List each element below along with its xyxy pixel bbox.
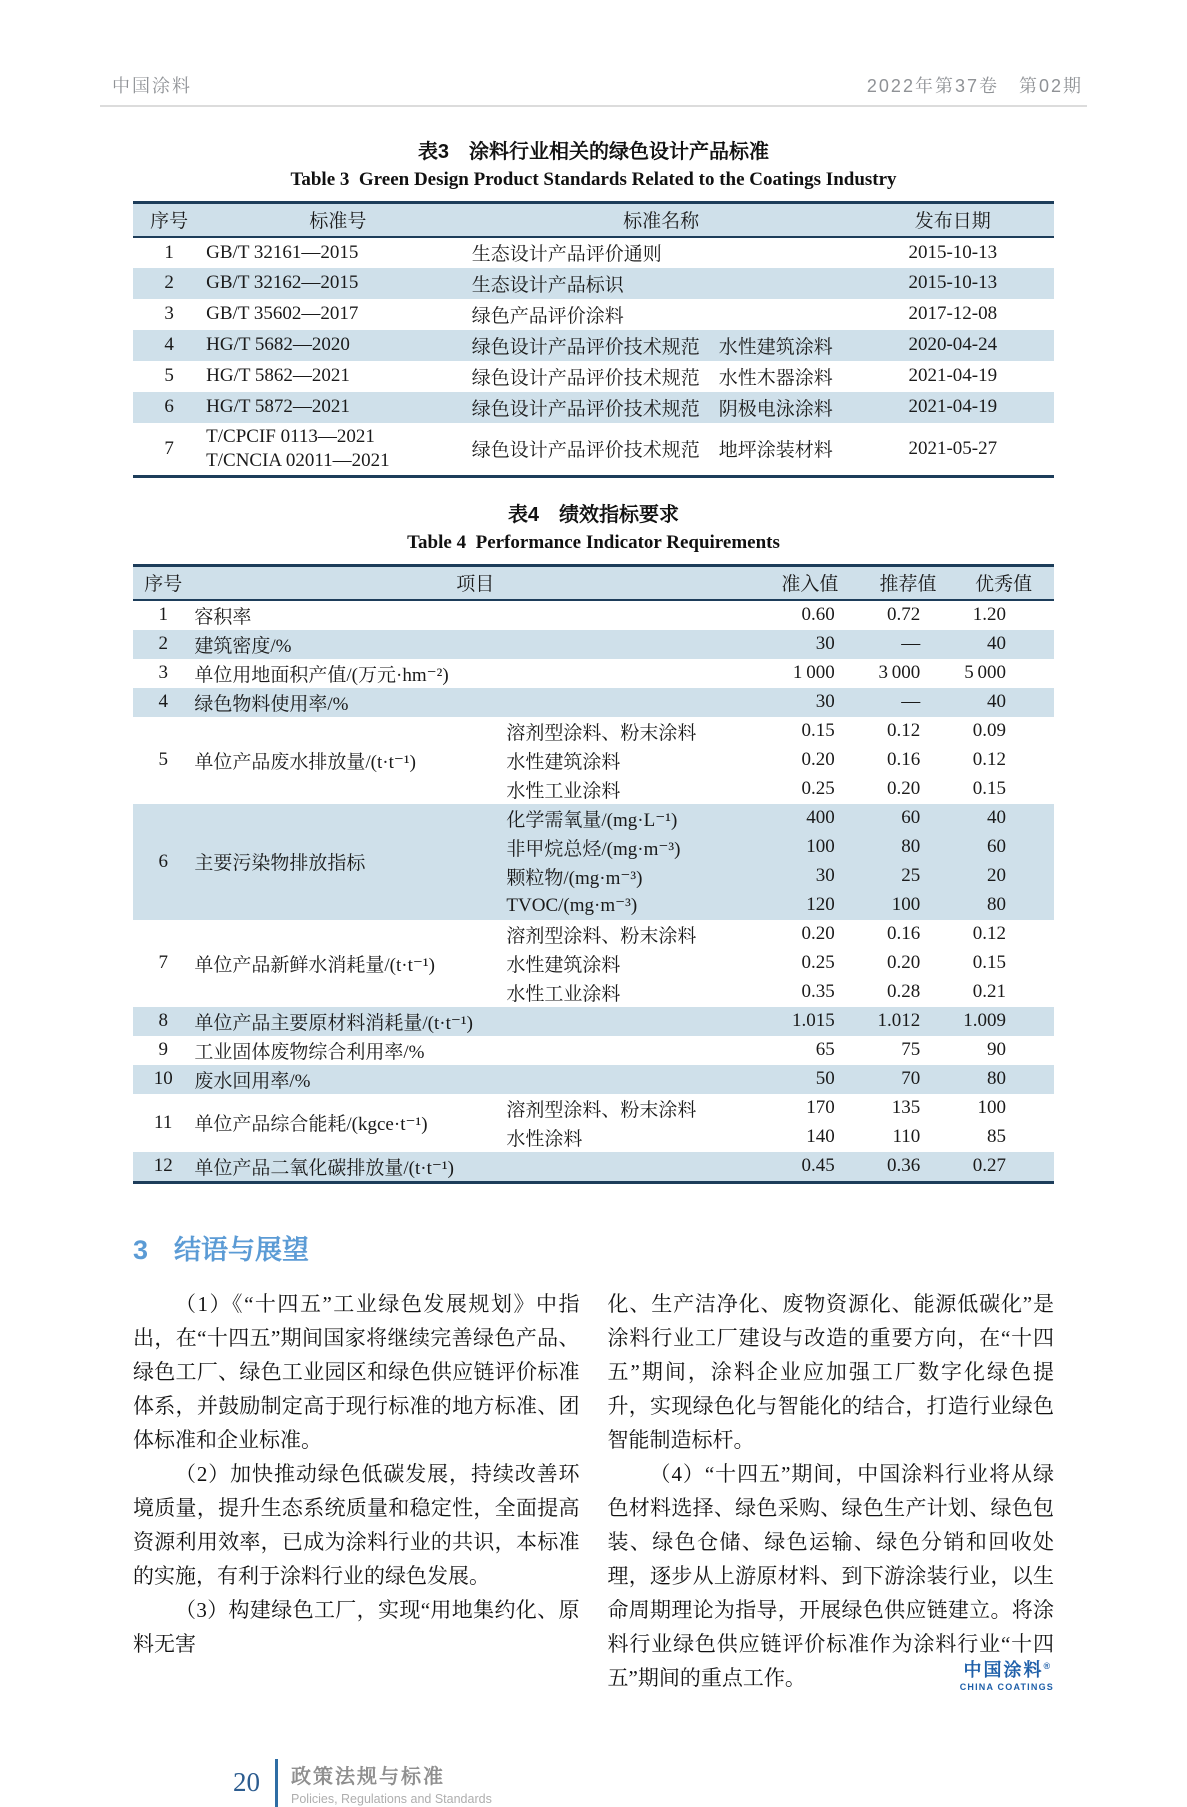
cell-no: 1 xyxy=(164,241,174,263)
standard-name-type: 水性建筑涂料 xyxy=(718,336,833,358)
cell-recommended-value: 75 xyxy=(901,1039,921,1060)
cell-entry-value: 0.25 xyxy=(801,778,835,799)
cell-no: 4 xyxy=(164,334,174,355)
cell-excellent-value: 0.15 xyxy=(972,778,1006,799)
footer-title-en: Policies, Regulations and Standards xyxy=(291,1791,492,1806)
cell-no: 6 xyxy=(158,850,168,872)
footer-section-title xyxy=(291,1760,492,1806)
two-column-text xyxy=(133,1287,1054,1695)
cell-date: 2020-04-24 xyxy=(908,334,998,355)
section-number: 3 xyxy=(133,1234,149,1265)
table-header-row xyxy=(133,203,1054,237)
table-row xyxy=(133,1065,1054,1094)
standard-name: 生态设计产品标识 xyxy=(471,274,624,296)
table-row xyxy=(133,330,1054,361)
right-column xyxy=(608,1287,1055,1695)
footer-divider-bar xyxy=(275,1759,278,1807)
table-row xyxy=(133,237,1054,268)
cell-recommended-value: 25 xyxy=(901,865,921,886)
col-header-entry: 准入值 xyxy=(757,566,863,600)
cell-excellent-value: 80 xyxy=(987,894,1006,915)
cell-entry-value: 50 xyxy=(815,1068,835,1089)
cell-entry-value: 30 xyxy=(815,865,835,886)
header-rule xyxy=(100,105,1087,107)
cell-date: 2021-05-27 xyxy=(908,437,998,459)
standard-name: 绿色设计产品评价技术规范 xyxy=(471,367,700,389)
paragraph: （3）构建绿色工厂，实现“用地集约化、原料无害 xyxy=(133,1597,580,1656)
cell-date: 2017-12-08 xyxy=(908,303,998,324)
cell-subitem: 水性建筑涂料 xyxy=(506,751,621,773)
paragraph: （4）“十四五”期间，中国涂料行业将从绿色材料选择、绿色采购、绿色生产计划、绿色包装、绿色仓储、绿色运输、绿色分销和回收处理，逐步从上游原材料、到下游涂装行业，以生命周期理论为指导，开展绿色供应链建立。将涂料行业绿色供应链评价标准作为涂料行业“十四五”期间的重点工作。 xyxy=(607,1461,1054,1690)
cell-entry-value: 0.35 xyxy=(801,981,835,1002)
cell-no: 1 xyxy=(158,604,168,625)
standard-name-type: 水性木器涂料 xyxy=(718,367,833,389)
cell-entry-value: 120 xyxy=(806,894,835,915)
col-header-no: 序号 xyxy=(133,203,205,237)
cell-recommended-value: 100 xyxy=(891,894,921,915)
footer-title-zh: 政策法规与标准 xyxy=(291,1765,445,1788)
left-column xyxy=(133,1287,580,1695)
cell-entry-value: 30 xyxy=(815,633,835,654)
cell-no: 3 xyxy=(158,662,168,683)
cell-excellent-value: 0.21 xyxy=(972,981,1006,1002)
cell-recommended-value: 3 000 xyxy=(878,662,921,683)
table-row xyxy=(133,423,1054,477)
cell-name xyxy=(471,330,852,361)
cell-recommended-value: 0.36 xyxy=(887,1155,921,1176)
standard-name-type: 阴极电泳涂料 xyxy=(718,398,833,420)
cell-recommended-value: 135 xyxy=(891,1097,921,1118)
cell-item: 建筑密度/% xyxy=(194,635,292,657)
page-footer xyxy=(233,1759,1087,1807)
col-header-code: 标准号 xyxy=(205,203,471,237)
standard-code-line2: T/CNCIA 02011—2021 xyxy=(206,449,390,471)
cell-no: 12 xyxy=(153,1155,173,1176)
paragraph: 化、生产洁净化、废物资源化、能源低碳化”是涂料行业工厂建设与改造的重要方向，在“十四五”期间，涂料企业应加强工厂数字化绿色提升，实现绿色化与智能化的结合，打造行业绿色智能制造标杆。 xyxy=(607,1291,1054,1452)
table3-green-design-standards xyxy=(133,201,1054,478)
table3-caption-en: Table 3 Green Design Product Standards Related to the Coatings Industry xyxy=(290,169,897,190)
standard-code-line1: T/CPCIF 0113—2021 xyxy=(206,425,375,447)
journal-name: 中国涂料 xyxy=(112,76,192,96)
cell-date: 2021-04-19 xyxy=(908,396,998,417)
cell-excellent-value: 0.12 xyxy=(972,923,1006,944)
cell-date: 2021-04-19 xyxy=(908,365,998,386)
cell-item: 容积率 xyxy=(194,606,252,628)
cell-subitem: 溶剂型涂料、粉末涂料 xyxy=(506,925,697,947)
col-header-item: 项目 xyxy=(193,566,757,600)
cell-no: 4 xyxy=(158,691,168,712)
cell-item: 单位用地面积产值/(万元·hm⁻²) xyxy=(194,664,449,686)
table4-caption xyxy=(133,498,1054,554)
cell-excellent-value: 0.27 xyxy=(972,1155,1006,1176)
section-heading xyxy=(133,1228,1054,1267)
cell-subitem: 溶剂型涂料、粉末涂料 xyxy=(506,1099,697,1121)
cell-subitem: 非甲烷总烃/(mg·m⁻³) xyxy=(506,838,681,860)
table-row xyxy=(133,1036,1054,1065)
cell-code xyxy=(205,423,471,477)
cell-no: 8 xyxy=(158,1010,168,1031)
cell-excellent-value: 90 xyxy=(987,1039,1006,1060)
running-head xyxy=(100,72,1087,98)
cell-entry-value: 65 xyxy=(815,1039,835,1060)
cell-subitem: 化学需氧量/(mg·L⁻¹) xyxy=(506,809,678,831)
cell-excellent-value: 40 xyxy=(987,633,1006,654)
cell-entry-value: 1.015 xyxy=(791,1010,835,1031)
cell-entry-value: 170 xyxy=(806,1097,835,1118)
cell-excellent-value: 0.09 xyxy=(972,720,1006,741)
cell-no: 7 xyxy=(158,952,168,973)
cell-entry-value: 0.20 xyxy=(801,923,835,944)
cell-subitem: 水性涂料 xyxy=(506,1128,583,1150)
table3-caption xyxy=(133,135,1054,191)
table-row xyxy=(133,361,1054,392)
cell-item: 单位产品废水排放量/(t·t⁻¹) xyxy=(194,751,416,773)
col-header-no: 序号 xyxy=(133,566,193,600)
cell-code: GB/T 35602—2017 xyxy=(206,303,359,324)
cell-subitem: 水性工业涂料 xyxy=(506,780,621,802)
cell-recommended-value: 0.20 xyxy=(887,778,921,799)
table-row xyxy=(133,600,1054,630)
cell-name xyxy=(471,361,852,392)
table-row xyxy=(133,1152,1054,1183)
cell-no: 5 xyxy=(158,749,168,770)
cell-excellent-value: 80 xyxy=(987,1068,1006,1089)
cell-excellent-value: 60 xyxy=(987,836,1006,857)
table-row xyxy=(133,392,1054,423)
cell-item: 绿色物料使用率/% xyxy=(194,693,349,715)
cell-recommended-value: 70 xyxy=(901,1068,921,1089)
table-row xyxy=(133,804,1054,833)
conclusion-section xyxy=(133,1228,1054,1695)
logo-zh-text: 中国涂料® xyxy=(963,1660,1051,1681)
cell-recommended-value: 0.16 xyxy=(887,923,921,944)
table-header-row xyxy=(133,566,1054,600)
table-row xyxy=(133,1007,1054,1036)
col-header-excellent: 优秀值 xyxy=(953,566,1054,600)
cell-excellent-value: 20 xyxy=(987,865,1006,886)
cell-recommended-value: 0.28 xyxy=(887,981,921,1002)
standard-name-type: 地坪涂装材料 xyxy=(718,440,833,462)
table-row xyxy=(133,920,1054,949)
cell-code: HG/T 5862—2021 xyxy=(206,365,350,386)
issue-info: 2022年第37卷 第02期 xyxy=(866,76,1083,96)
cell-entry-value: 0.15 xyxy=(801,720,835,741)
paragraph: （1）《“十四五”工业绿色发展规划》中指出，在“十四五”期间国家将继续完善绿色产品、绿色工厂、绿色工业园区和绿色供应链评价标准体系，并鼓励制定高于现行标准的地方标准、团体标准和企业标准。 xyxy=(133,1291,580,1452)
cell-name xyxy=(471,237,852,268)
cell-item: 废水回用率/% xyxy=(194,1070,311,1092)
cell-code: HG/T 5872—2021 xyxy=(206,396,350,417)
cell-subitem: 溶剂型涂料、粉末涂料 xyxy=(506,722,697,744)
cell-no: 10 xyxy=(153,1068,173,1089)
cell-subitem: 水性建筑涂料 xyxy=(506,954,621,976)
cell-entry-value: 0.60 xyxy=(801,604,835,625)
cell-subitem: 水性工业涂料 xyxy=(506,983,621,1005)
cell-no: 11 xyxy=(154,1111,173,1133)
cell-entry-value: 400 xyxy=(806,807,835,828)
registered-mark: ® xyxy=(1043,1661,1051,1672)
cell-item: 单位产品主要原材料消耗量/(t·t⁻¹) xyxy=(194,1012,473,1034)
cell-excellent-value: 0.15 xyxy=(972,952,1006,973)
cell-no: 5 xyxy=(164,365,174,386)
section-title: 结语与展望 xyxy=(174,1234,310,1265)
cell-subitem: 颗粒物/(mg·m⁻³) xyxy=(506,867,643,889)
cell-subitem: TVOC/(mg·m⁻³) xyxy=(506,894,638,916)
table-row xyxy=(133,1094,1054,1123)
cell-excellent-value: 1.009 xyxy=(963,1010,1006,1031)
logo-en-text: CHINA COATINGS xyxy=(959,1682,1054,1693)
cell-excellent-value: 85 xyxy=(987,1126,1006,1147)
cell-recommended-value: 60 xyxy=(901,807,921,828)
cell-recommended-value: 0.16 xyxy=(887,749,921,770)
cell-no: 2 xyxy=(164,272,174,293)
cell-entry-value: 0.45 xyxy=(801,1155,835,1176)
cell-excellent-value: 40 xyxy=(987,807,1006,828)
standard-name: 绿色设计产品评价技术规范 xyxy=(471,398,700,420)
table-row xyxy=(133,268,1054,299)
cell-name xyxy=(471,299,852,330)
table3-caption-zh: 表3 涂料行业相关的绿色设计产品标准 xyxy=(417,141,770,163)
cell-code: HG/T 5682—2020 xyxy=(206,334,350,355)
page-number: 20 xyxy=(233,1767,260,1797)
cell-item: 单位产品综合能耗/(kgce·t⁻¹) xyxy=(194,1114,428,1135)
cell-recommended-value: 0.12 xyxy=(887,720,921,741)
cell-entry-value: 100 xyxy=(806,836,835,857)
cell-code: GB/T 32161—2015 xyxy=(206,241,359,263)
cell-item: 单位产品新鲜水消耗量/(t·t⁻¹) xyxy=(194,954,435,976)
standard-name: 绿色设计产品评价技术规范 xyxy=(471,440,700,462)
cell-entry-value: 140 xyxy=(806,1126,835,1147)
table4-caption-en: Table 4 Performance Indicator Requirements xyxy=(407,532,780,553)
cell-no: 2 xyxy=(158,633,168,654)
cell-entry-value: 30 xyxy=(815,691,835,712)
col-header-recommended: 推荐值 xyxy=(863,566,954,600)
table4-caption-zh: 表4 绩效指标要求 xyxy=(507,504,680,526)
table4-performance-indicators xyxy=(133,564,1054,1184)
cell-recommended-value: 80 xyxy=(901,836,921,857)
cell-no: 9 xyxy=(158,1039,168,1060)
page-content xyxy=(133,135,1054,1695)
standard-name: 生态设计产品评价通则 xyxy=(471,244,662,265)
table-row xyxy=(133,630,1054,659)
cell-item: 工业固体废物综合利用率/% xyxy=(194,1041,425,1063)
table-row xyxy=(133,688,1054,717)
standard-name: 绿色产品评价涂料 xyxy=(471,305,624,327)
cell-item: 单位产品二氧化碳排放量/(t·t⁻¹) xyxy=(194,1157,454,1179)
cell-excellent-value: 1.20 xyxy=(972,604,1006,625)
cell-date: 2015-10-13 xyxy=(908,241,998,263)
china-coatings-logo xyxy=(952,1660,1054,1692)
cell-excellent-value: 5 000 xyxy=(964,662,1006,683)
table-row xyxy=(133,717,1054,746)
cell-recommended-value: — xyxy=(901,691,921,712)
cell-recommended-value: 0.20 xyxy=(887,952,921,973)
col-header-date: 发布日期 xyxy=(852,203,1054,237)
cell-entry-value: 0.20 xyxy=(801,749,835,770)
cell-recommended-value: — xyxy=(901,633,921,654)
paragraph: （2）加快推动绿色低碳发展，持续改善环境质量，提升生态系统质量和稳定性，全面提高资源利用效率，已成为涂料行业的共识，本标准的实施，有利于涂料行业的绿色发展。 xyxy=(133,1461,580,1588)
cell-entry-value: 0.25 xyxy=(801,952,835,973)
cell-recommended-value: 0.72 xyxy=(887,604,921,625)
cell-name xyxy=(471,268,852,299)
cell-name xyxy=(471,423,852,477)
table-row xyxy=(133,659,1054,688)
cell-recommended-value: 1.012 xyxy=(877,1010,921,1031)
cell-no: 3 xyxy=(164,303,174,324)
cell-no: 7 xyxy=(164,437,174,459)
cell-recommended-value: 110 xyxy=(892,1126,921,1147)
cell-excellent-value: 0.12 xyxy=(972,749,1006,770)
col-header-name: 标准名称 xyxy=(471,203,852,237)
cell-no: 6 xyxy=(164,396,174,417)
cell-name xyxy=(471,392,852,423)
cell-excellent-value: 40 xyxy=(987,691,1006,712)
cell-excellent-value: 100 xyxy=(977,1097,1006,1118)
standard-name: 绿色设计产品评价技术规范 xyxy=(471,336,700,358)
cell-date: 2015-10-13 xyxy=(908,272,998,293)
cell-item: 主要污染物排放指标 xyxy=(194,853,366,874)
cell-code: GB/T 32162—2015 xyxy=(206,272,359,293)
table-row xyxy=(133,299,1054,330)
cell-entry-value: 1 000 xyxy=(792,662,835,683)
